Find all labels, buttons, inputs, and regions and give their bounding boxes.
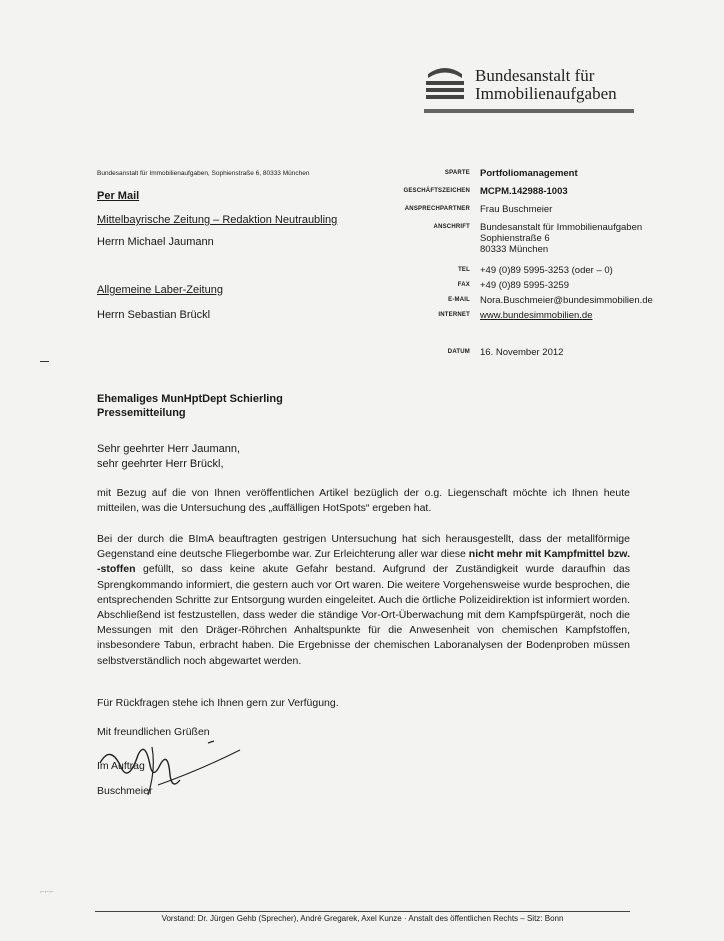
paragraph-2-emphasis: nicht mehr mit Kampfmittel bzw. -stoffen — [97, 548, 631, 576]
meta-label: FAX — [457, 282, 470, 288]
meta-value: +49 (0)89 5995-3259 — [480, 280, 570, 291]
salutation-line-1: Sehr geehrter Herr Jaumann, — [97, 443, 241, 455]
salutation-line-2: sehr geehrter Herr Brückl, — [97, 458, 224, 470]
footer-text: Vorstand: Dr. Jürgen Gehb (Sprecher), André Gregarek, Axel Kunze · Anstalt des öffentlichen Rechts – Sitz: Bonn — [161, 914, 564, 923]
recipient-org-2: Allgemeine Laber-Zeitung — [97, 284, 223, 296]
footer-rule — [95, 911, 630, 912]
paragraph-2-part-a: Bei der durch die BImA beauftragten gestrigen Untersuchung hat sich herausgestellt, dass der metallförmige Gegenstand eine deutsche Fliegerbombe war. Zur Erleichterung aller war diese — [97, 533, 630, 561]
recipient-org-1: Mittelbayrische Zeitung – Redaktion Neutraubling — [97, 214, 338, 226]
paragraph-2 — [97, 532, 630, 669]
handwritten-signature — [90, 735, 250, 805]
meta-label: TEL — [458, 267, 470, 273]
meta-label: ANSPRECHPARTNER — [404, 206, 470, 212]
address-line: Sophienstraße 6 — [480, 233, 550, 244]
meta-label: INTERNET — [438, 312, 470, 318]
meta-value: Portfoliomanagement — [480, 168, 578, 179]
subject-line-1: Ehemaliges MunHptDept Schierling — [97, 393, 283, 405]
meta-value: +49 (0)89 5995-3253 (oder – 0) — [480, 265, 613, 276]
paragraph-1: mit Bezug auf die von Ihnen veröffentlichen Artikel bezüglich der o.g. Liegenschaft möchte ich Ihnen heute mitteilen, was die Untersuchung des „auffälligen HotSpots“ ergeben hat. — [97, 487, 630, 515]
meta-value: MCPM.142988-1003 — [480, 186, 568, 197]
meta-label: ANSCHRIFT — [433, 224, 470, 230]
subject-line-2: Pressemitteilung — [97, 407, 186, 419]
meta-label: SPARTE — [444, 170, 470, 176]
delivery-method: Per Mail — [97, 190, 140, 202]
paragraph-3: Für Rückfragen stehe ich Ihnen gern zur Verfügung. — [97, 697, 339, 709]
logo-line-2: Immobilienaufgaben — [475, 84, 617, 103]
bima-logo — [424, 62, 634, 116]
meta-value: Frau Buschmeier — [480, 204, 553, 215]
meta-label: DATUM — [447, 349, 470, 355]
meta-value: 16. November 2012 — [480, 347, 564, 358]
meta-value: Nora.Buschmeier@bundesimmobilien.de — [480, 295, 653, 306]
meta-value — [480, 222, 642, 255]
bima-logo-icon — [424, 64, 466, 106]
salutation — [97, 442, 240, 472]
address-line: Bundesanstalt für Immobilienaufgaben — [480, 222, 643, 233]
closing-im-auftrag: Im Auftrag — [97, 760, 145, 772]
logo-rule — [424, 109, 634, 113]
meta-label: E-MAIL — [448, 297, 470, 303]
closing-greeting: Mit freundlichen Grüßen — [97, 726, 210, 738]
recipient-person-1: Herrn Michael Jaumann — [97, 236, 214, 248]
logo-line-1: Bundesanstalt für — [475, 66, 595, 85]
sender-line: Bundesanstalt für Immobilienaufgaben, Sophienstraße 6, 80333 München — [97, 170, 310, 177]
subject — [97, 392, 283, 420]
fold-mark — [40, 361, 49, 362]
website-link[interactable]: www.bundesimmobilien.de — [480, 310, 593, 321]
address-line: 80333 München — [480, 244, 549, 255]
paragraph-2-part-c: gefüllt, so dass keine akute Gefahr bestand. Aufgrund der Zuständigkeit wurde daraufhin das Sprengkommando informiert, die gestern auch vor Ort waren. Die weitere Vorgehensweise wurde besprochen, die entsprechenden Schritte zur Entsorgung wurden eingeleitet. Auch die örtliche Polizeidirektion ist informiert worden. Abschließend ist festzustellen, dass weder die ständige Vor-Ort-Überwachung mit dem Kampfspürgerät, noch die Messungen mit den Dräger-Röhrchen Anhaltspunkte für die Anwesenheit von chemischen Kampfstoffen, insbesondere Tabun, erbracht haben. Die Ergebnisse der chemischen Laboranalysen der Bodenproben müssen selbstverständlich noch abgewartet werden. — [97, 563, 630, 667]
recipient-person-2: Herrn Sebastian Brückl — [97, 309, 211, 321]
logo-wordmark — [475, 67, 617, 103]
closing-name: Buschmeier — [97, 785, 153, 797]
page-smudge: ⌐⌐⌐ — [40, 887, 55, 896]
meta-label: GESCHÄFTSZEICHEN — [403, 188, 470, 194]
